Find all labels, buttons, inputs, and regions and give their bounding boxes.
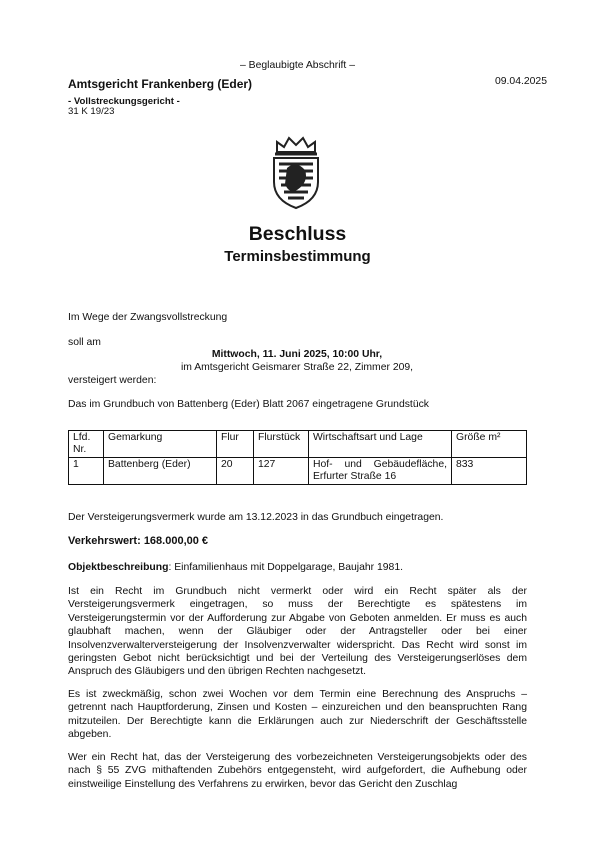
objekt-label: Objektbeschreibung (68, 562, 169, 573)
paragraph-entgegenstehende-rechte: Wer ein Recht hat, das der Versteigerung des vorbezeichneten Versteigerungsobjekts oder des nach § 55 ZVG mithaftenden Zubehörs entgegensteht, wird aufgefordert, die Aufhebung oder einstweilige Einstellung des Verfahrens zu erwirken, bevor das Gericht den Zuschlag (68, 752, 527, 790)
table-cell: 1 (69, 458, 104, 485)
file-number: 31 K 19/23 (68, 106, 115, 117)
document-date: 09.04.2025 (494, 76, 547, 87)
coat-of-arms-icon (267, 134, 325, 210)
page-subtitle: Terminsbestimmung (224, 248, 371, 265)
intro-text: Im Wege der Zwangsvollstreckung (68, 312, 228, 323)
table-header-cell: Lfd. Nr. (69, 431, 104, 458)
table-cell: 833 (452, 458, 527, 485)
vermerk-text: Der Versteigerungsvermerk wurde am 13.12.2023 in das Grundbuch eingetragen. (68, 512, 444, 523)
appointment-location: im Amtsgericht Geismarer Straße 22, Zimmer 209, (180, 362, 414, 373)
copy-note: – Beglaubigte Abschrift – (240, 60, 355, 71)
table-header-cell: Flur (217, 431, 254, 458)
table-row (69, 458, 527, 485)
table-cell: 20 (217, 458, 254, 485)
table-cell: Battenberg (Eder) (104, 458, 217, 485)
table-header-cell: Größe m² (452, 431, 527, 458)
verkehrswert: Verkehrswert: 168.000,00 € (68, 535, 209, 547)
paragraph-anmeldung: Ist ein Recht im Grundbuch nicht vermerkt oder wird ein Recht später als der Versteigerungsvermerk eingetragen, so muss der Berechtigte es spätestens im Versteigerungstermin vor der Aufforderung zur Abgabe von Geboten anmelden. Er muss es auch glaubhaft machen, wenn der Gläubiger oder der Antragsteller oder bei einer Insolvenzverwalterversteigerung der Insolvenzverwalter widerspricht. Das Recht wird sonst im geringsten Gebot nicht berücksichtigt und bei der Verteilung des Versteigerungserlöses dem Anspruch des Gläubigers und den übrigen Rechten nachgesetzt. (68, 586, 527, 678)
paragraph-berechnung: Es ist zweckmäßig, schon zwei Wochen vor dem Termin eine Berechnung des Anspruchs – getrennt nach Hauptforderung, Zinsen und Kosten – einzureichen und den beanspruchten Rang mitzuteilen. Der Berechtigte kann die Erklärungen auch zur Niederschrift der Geschäftsstelle abgeben. (68, 689, 527, 741)
table-header-row (69, 431, 527, 458)
objekt-text: : Einfamilienhaus mit Doppelgarage, Baujahr 1981. (168, 562, 403, 573)
court-department: - Vollstreckungsgericht - (68, 96, 180, 107)
table-header-cell: Flurstück (254, 431, 309, 458)
table-cell: 127 (254, 458, 309, 485)
appointment-date: Mittwoch, 11. Juni 2025, 10:00 Uhr, (211, 349, 383, 360)
court-name: Amtsgericht Frankenberg (Eder) (68, 77, 253, 91)
versteigert-text: versteigert werden: (68, 375, 157, 386)
property-table (68, 430, 527, 485)
table-header-cell: Wirtschaftsart und Lage (309, 431, 452, 458)
page-title: Beschluss (248, 223, 347, 245)
grundbuch-text: Das im Grundbuch von Battenberg (Eder) Blatt 2067 eingetragene Grundstück (68, 399, 429, 410)
objekt-beschreibung (68, 561, 403, 574)
soll-am-text: soll am (68, 337, 101, 348)
table-header-cell: Gemarkung (104, 431, 217, 458)
table-cell: Hof- und Gebäudefläche, Erfurter Straße 16 (309, 458, 452, 485)
